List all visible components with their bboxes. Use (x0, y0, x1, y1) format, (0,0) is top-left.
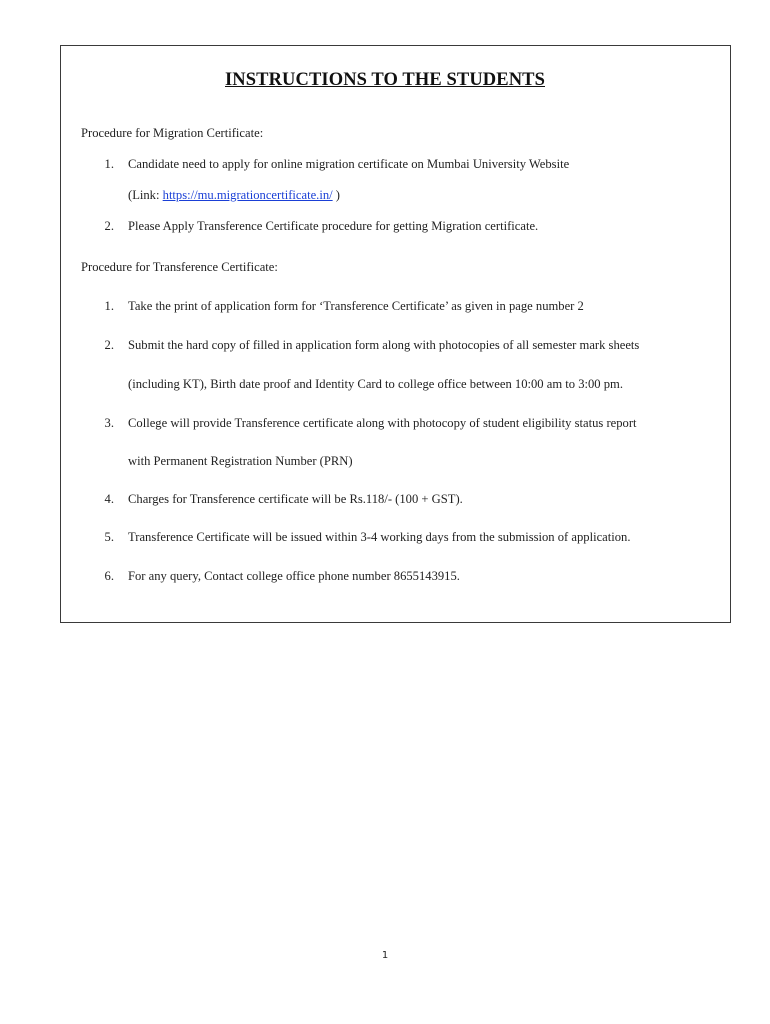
transference-item-1-number: 1. (104, 299, 114, 313)
transference-item-4-text: Charges for Transference certificate will be Rs.118/- (100 + GST). (128, 492, 463, 506)
migration-certificate-link[interactable]: https://mu.migrationcertificate.in/ (162, 188, 333, 202)
link-suffix: ) (332, 188, 340, 202)
link-prefix: (Link: (128, 188, 163, 202)
transference-item-2-line-2: (including KT), Birth date proof and Identity Card to college office between 10:00 am to 3:00 pm. (128, 377, 623, 391)
transference-item-6-text: For any query, Contact college office phone number 8655143915. (128, 569, 460, 583)
transference-heading: Procedure for Transference Certificate: (81, 260, 278, 274)
migration-heading: Procedure for Migration Certificate: (81, 126, 264, 140)
transference-item-1-text: Take the print of application form for ‘Transference Certificate’ as given in page number 2 (128, 299, 584, 313)
migration-item-2-text: Please Apply Transference Certificate procedure for getting Migration certificate. (128, 219, 539, 233)
transference-item-4-number: 4. (104, 492, 114, 506)
migration-item-2-number: 2. (104, 219, 114, 233)
transference-item-5-number: 5. (104, 530, 114, 544)
transference-item-3-line-1: College will provide Transference certificate along with photocopy of student eligibility status report (128, 416, 637, 430)
page-title: INSTRUCTIONS TO THE STUDENTS (225, 70, 545, 90)
transference-item-2-line-1: Submit the hard copy of filled in application form along with photocopies of all semester mark sheets (128, 338, 640, 352)
migration-item-1-link-line (128, 188, 340, 203)
transference-item-5-text: Transference Certificate will be issued within 3-4 working days from the submission of application. (128, 530, 631, 544)
migration-item-1-number: 1. (104, 157, 114, 171)
transference-item-2-number: 2. (104, 338, 114, 352)
transference-item-3-number: 3. (104, 416, 114, 430)
page-number: 1 (381, 950, 389, 961)
migration-item-1-text: Candidate need to apply for online migration certificate on Mumbai University Website (128, 157, 570, 171)
transference-item-3-line-2: with Permanent Registration Number (PRN) (128, 454, 353, 468)
transference-item-6-number: 6. (104, 569, 114, 583)
